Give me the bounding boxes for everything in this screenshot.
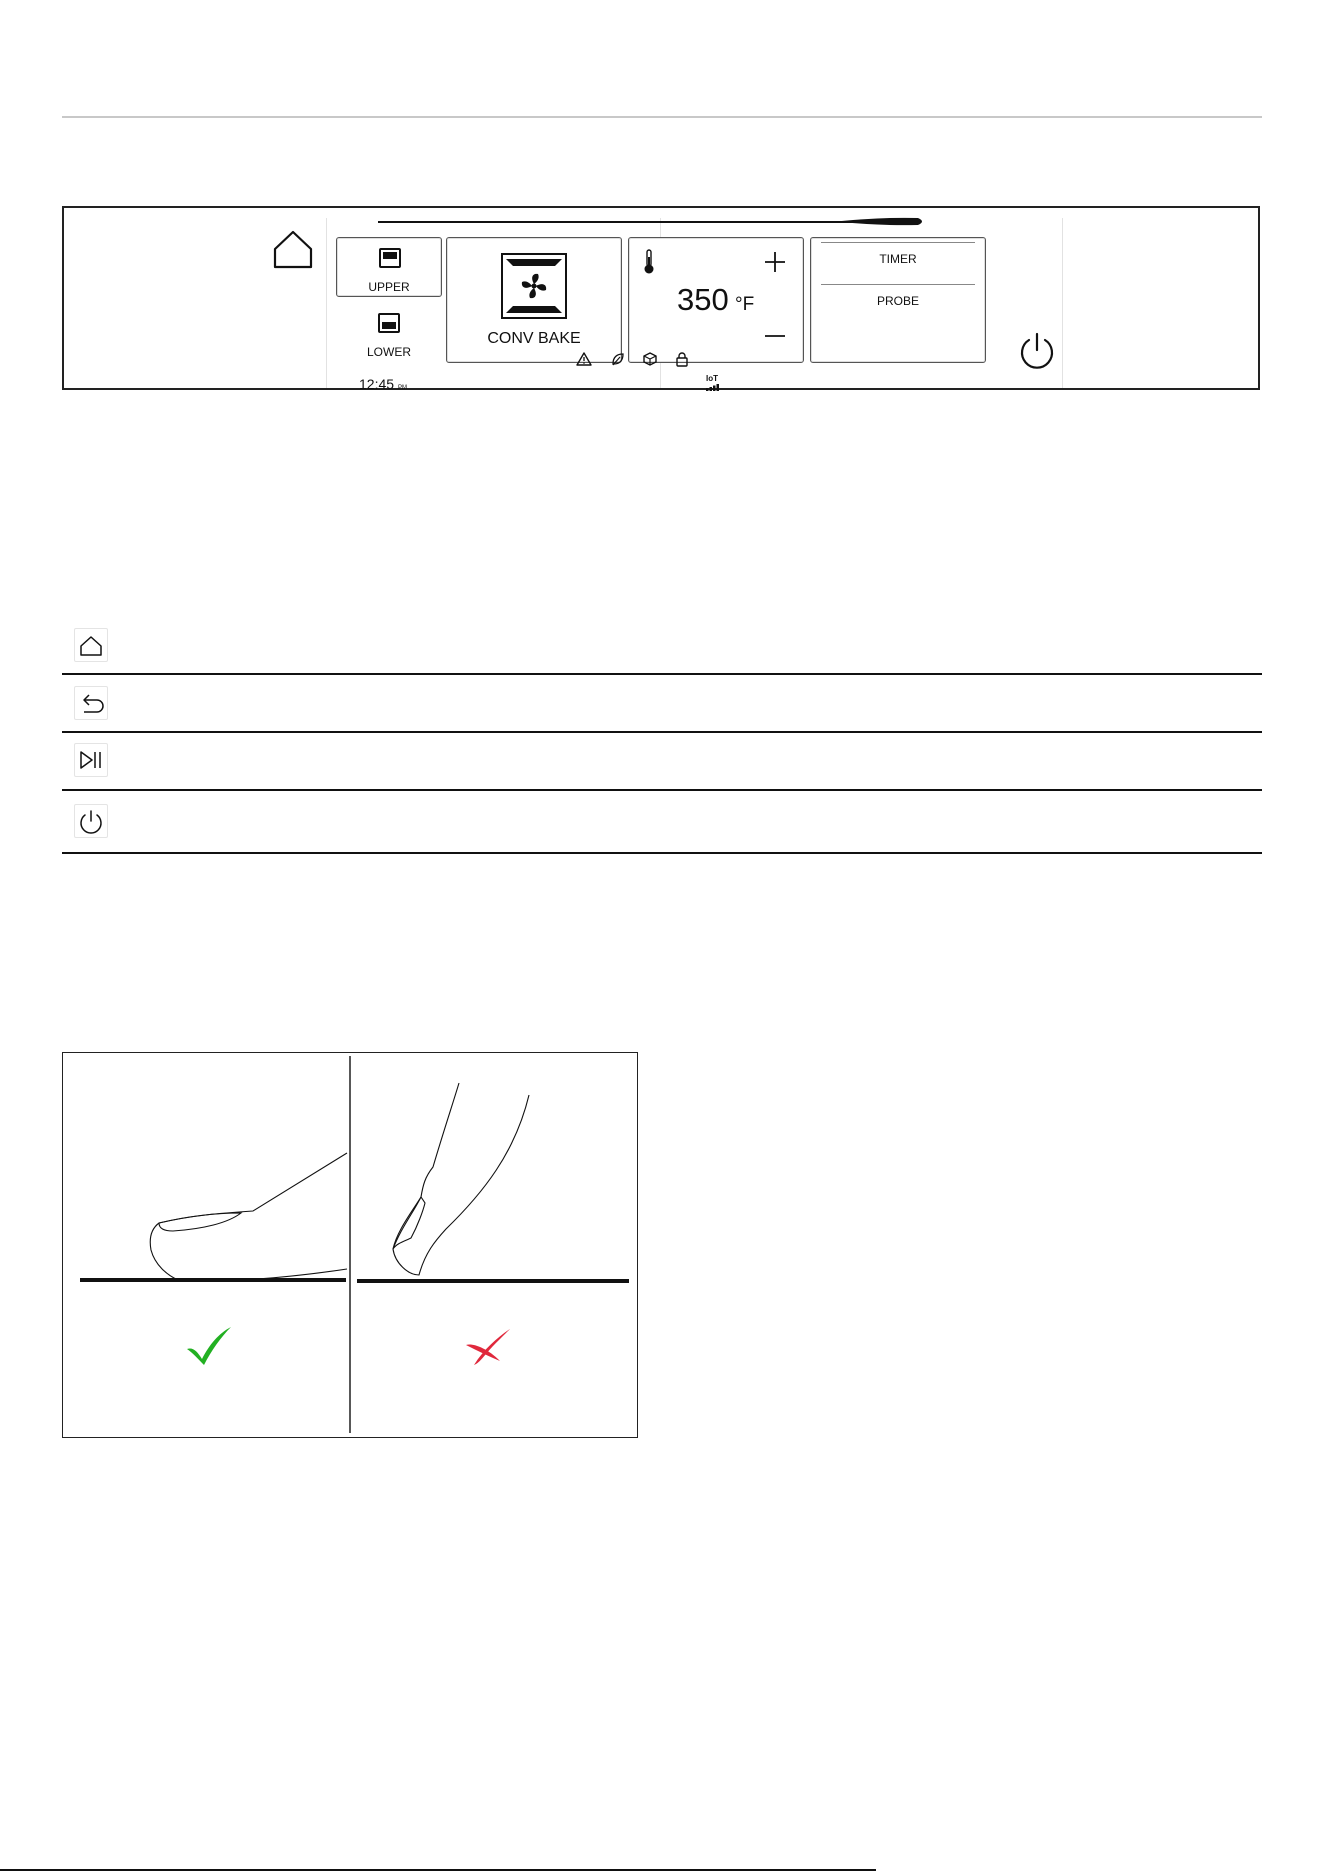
header-rule: [62, 116, 1262, 118]
slider-handle[interactable]: [836, 217, 926, 226]
legend-row-divider: [62, 731, 1262, 733]
minus-icon[interactable]: [763, 332, 787, 340]
panel-divider: [1062, 218, 1063, 388]
panel-divider: [326, 218, 327, 388]
warning-icon: [576, 351, 592, 367]
probe-button[interactable]: PROBE: [876, 294, 919, 308]
iot-signal-icon: [706, 374, 724, 394]
temperature-control: [628, 237, 804, 363]
lock-icon: [674, 351, 690, 367]
clock-time: 12:45: [359, 376, 395, 392]
clock: [359, 376, 407, 396]
timer-divider: [821, 284, 975, 285]
timer-probe-panel: [810, 237, 986, 363]
temperature-unit: °F: [735, 294, 755, 315]
cooking-mode-label: CONV BAKE: [487, 330, 581, 347]
clock-meridiem: PM: [397, 385, 407, 391]
cooking-mode-button[interactable]: [446, 237, 622, 363]
lower-oven-button[interactable]: [336, 303, 442, 363]
plus-icon[interactable]: [763, 250, 787, 274]
correct-check-icon: [185, 1325, 233, 1367]
legend-power-icon: [74, 804, 108, 838]
legend-home-icon: [74, 628, 108, 662]
convection-fan-icon: [501, 253, 567, 319]
legend-row-divider: [62, 673, 1262, 675]
footer-rule: [0, 1869, 876, 1871]
fingertip-nail-illustration: [357, 1083, 629, 1283]
lower-oven-icon: [378, 313, 400, 333]
rack-cube-icon: [642, 351, 658, 367]
home-icon[interactable]: [271, 227, 315, 271]
timer-button[interactable]: TIMER: [879, 252, 917, 266]
legend-row-divider: [62, 852, 1262, 854]
touch-technique-figure: [62, 1052, 638, 1438]
legend-back-arrow-icon: [74, 686, 108, 720]
eco-leaf-icon: [610, 351, 626, 367]
iot-label: IoT: [706, 374, 718, 383]
finger-pad-illustration: [80, 1153, 347, 1282]
legend-row-divider: [62, 789, 1262, 791]
upper-oven-button[interactable]: [336, 237, 442, 297]
temperature-value: 350: [677, 282, 729, 317]
slider-track[interactable]: [378, 221, 915, 223]
power-icon[interactable]: [1017, 330, 1057, 370]
upper-label: UPPER: [368, 280, 410, 294]
legend-play-pause-icon: [74, 743, 108, 777]
lower-label: LOWER: [366, 345, 411, 359]
timer-divider: [821, 242, 975, 243]
oven-control-panel: [62, 206, 1260, 390]
incorrect-x-icon: [464, 1327, 512, 1367]
upper-oven-icon: [379, 248, 401, 268]
thermometer-icon: [643, 249, 655, 275]
